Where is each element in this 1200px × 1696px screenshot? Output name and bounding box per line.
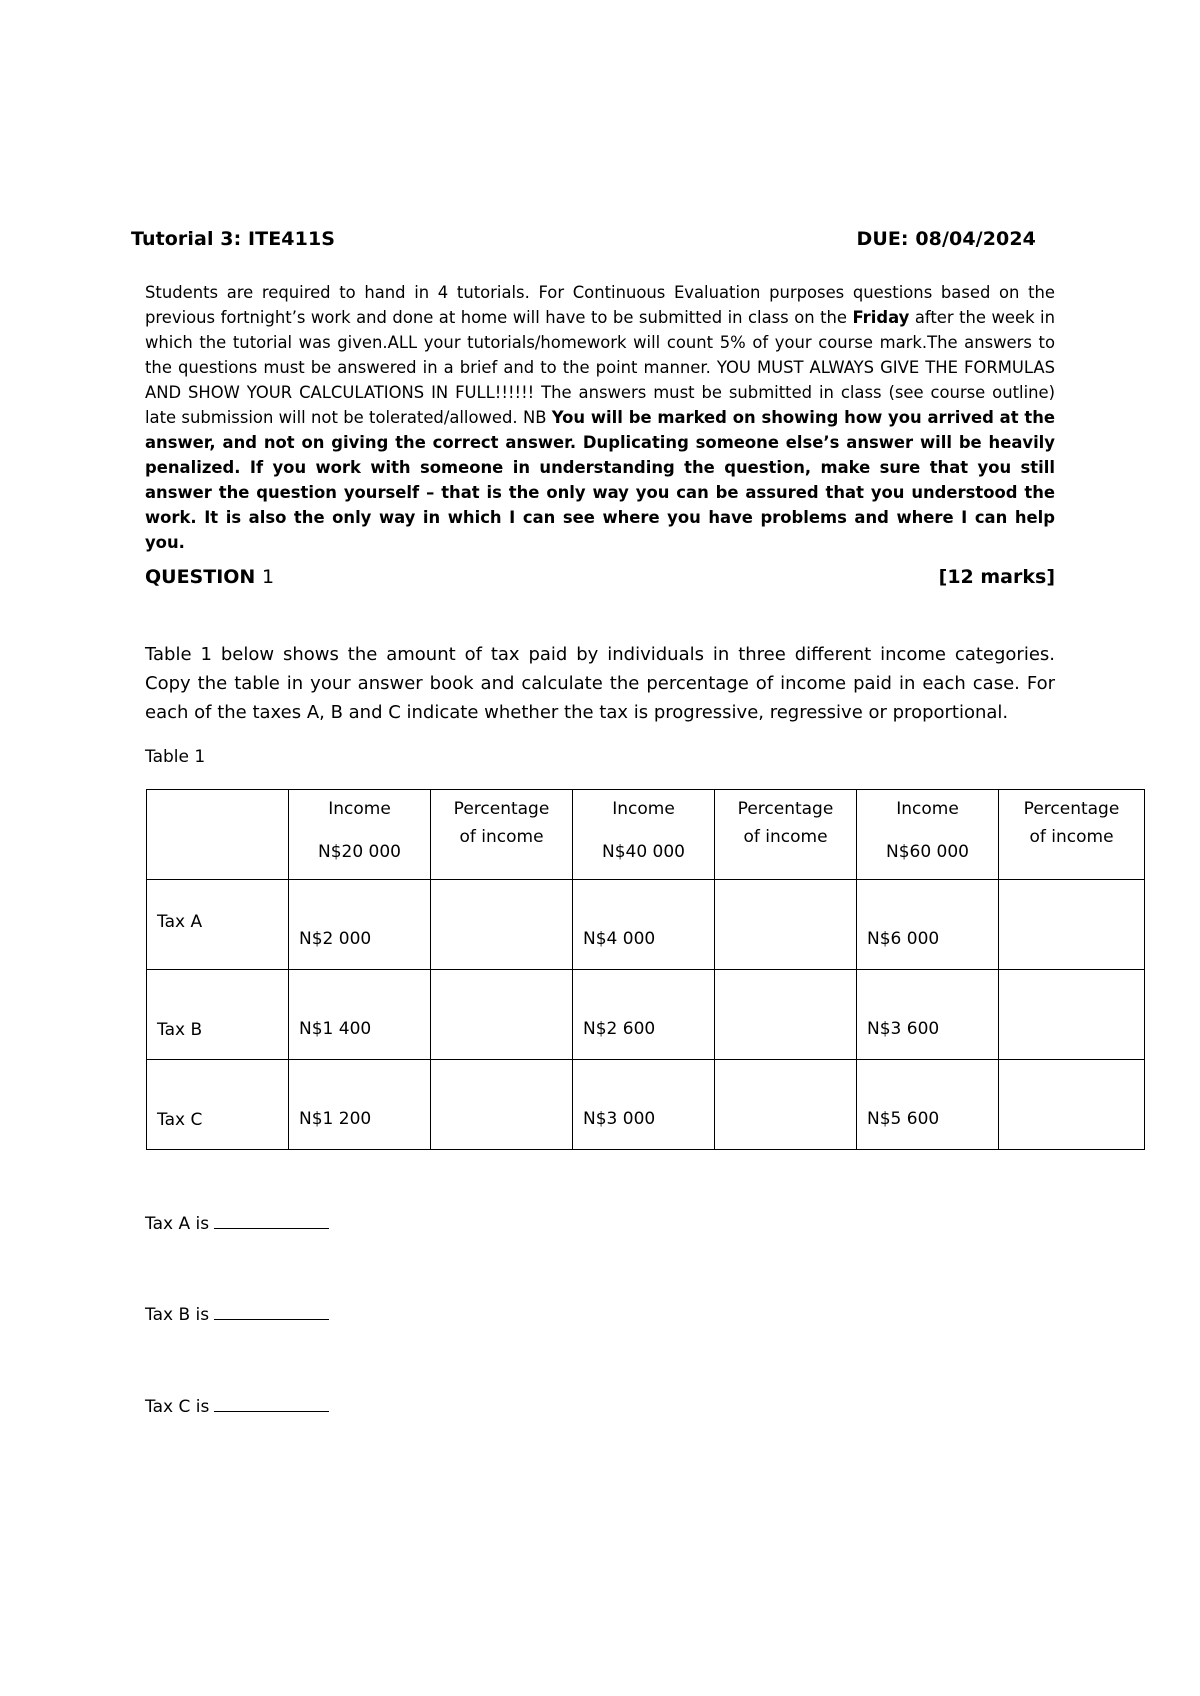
- percentage-answer-cell: [431, 970, 573, 1060]
- answer-label: Tax C is: [145, 1397, 210, 1417]
- percentage-answer-cell: [715, 1060, 857, 1150]
- percentage-answer-cell: [999, 880, 1145, 970]
- tax-amount-cell: N$2 600: [573, 970, 715, 1060]
- instructions-friday: Friday: [852, 308, 910, 327]
- table-caption: Table 1: [145, 747, 206, 767]
- tax-amount-cell: N$6 000: [857, 880, 999, 970]
- instructions-bold-text: You will be marked on showing how you arrived at the answer, and not on giving the correct answer. Duplicating someone else’s answer will be heavily penalized. If you work with someone in understanding the question, make sure that you still answer the question yourself – that is the only way you can be assured that you understood the work. It is also the only way in which I can see where you have problems and where I can help you.: [145, 408, 1056, 552]
- tax-amount-cell: N$5 600: [857, 1060, 999, 1150]
- due-date: DUE: 08/04/2024: [856, 228, 1036, 250]
- percentage-header-2: Percentage of income: [715, 790, 857, 880]
- tax-amount-cell: N$2 000: [289, 880, 431, 970]
- table-row-tax-c: [147, 1060, 1145, 1150]
- percentage-answer-cell: [999, 970, 1145, 1060]
- percentage-answer-cell: [715, 970, 857, 1060]
- instructions-text-1: Students are required to hand in 4 tutorials. For Continuous Evaluation purposes questions based on the previous fortnight’s work and done at home will have to be submitted in class on the: [145, 283, 1055, 327]
- tax-amount-cell: N$3 600: [857, 970, 999, 1060]
- answer-blank: [214, 1210, 329, 1229]
- percentage-answer-cell: [999, 1060, 1145, 1150]
- income-header-2: Income N$40 000: [573, 790, 715, 880]
- tax-amount-cell: N$3 000: [573, 1060, 715, 1150]
- question-number: 1: [261, 566, 275, 588]
- row-label: Tax B: [147, 970, 289, 1060]
- answer-line-tax-b: [145, 1301, 329, 1325]
- tax-amount-cell: N$1 400: [289, 970, 431, 1060]
- table-corner-cell: [147, 790, 289, 880]
- row-label: Tax C: [147, 1060, 289, 1150]
- percentage-answer-cell: [715, 880, 857, 970]
- table-header-row: [147, 790, 1145, 880]
- tutorial-title: Tutorial 3: ITE411S: [131, 228, 336, 250]
- answer-label: Tax B is: [145, 1305, 210, 1325]
- header-row: [131, 228, 1036, 250]
- question-label: QUESTION: [145, 566, 256, 588]
- percentage-header-3: Percentage of income: [999, 790, 1145, 880]
- row-label: Tax A: [147, 880, 289, 970]
- answer-line-tax-a: [145, 1210, 329, 1234]
- instructions-text-2: after the week in which the tutorial was given.ALL your tutorials/homework will count 5% of your course mark.The answers to the questions must be answered in a brief and to the point manner. YOU MUST ALWAYS GIVE THE FORMULAS AND SHOW YOUR CALCULATIONS IN FULL!!!!!! The answers must be submitted in class (see course outline) late submission will not be tolerated/allowed. NB: [145, 308, 1055, 427]
- answer-blank: [214, 1301, 329, 1320]
- tax-amount-cell: N$1 200: [289, 1060, 431, 1150]
- table-row-tax-b: [147, 970, 1145, 1060]
- question-heading: [145, 566, 1055, 588]
- table-row-tax-a: [147, 880, 1145, 970]
- income-header-3: Income N$60 000: [857, 790, 999, 880]
- answer-label: Tax A is: [145, 1214, 210, 1234]
- percentage-answer-cell: [431, 1060, 573, 1150]
- income-header-1: Income N$20 000: [289, 790, 431, 880]
- question-text: Table 1 below shows the amount of tax paid by individuals in three different income categories. Copy the table in your answer book and calculate the percentage of income paid in each case. For each of the taxes A, B and C indicate whether the tax is progressive, regressive or proportional.: [145, 644, 1055, 723]
- tax-amount-cell: N$4 000: [573, 880, 715, 970]
- percentage-answer-cell: [431, 880, 573, 970]
- tax-table: [146, 789, 1145, 1150]
- answer-line-tax-c: [145, 1393, 329, 1417]
- answer-blank: [214, 1393, 329, 1412]
- instructions-paragraph: [145, 280, 1055, 555]
- question-marks: [12 marks]: [938, 566, 1055, 588]
- percentage-header-1: Percentage of income: [431, 790, 573, 880]
